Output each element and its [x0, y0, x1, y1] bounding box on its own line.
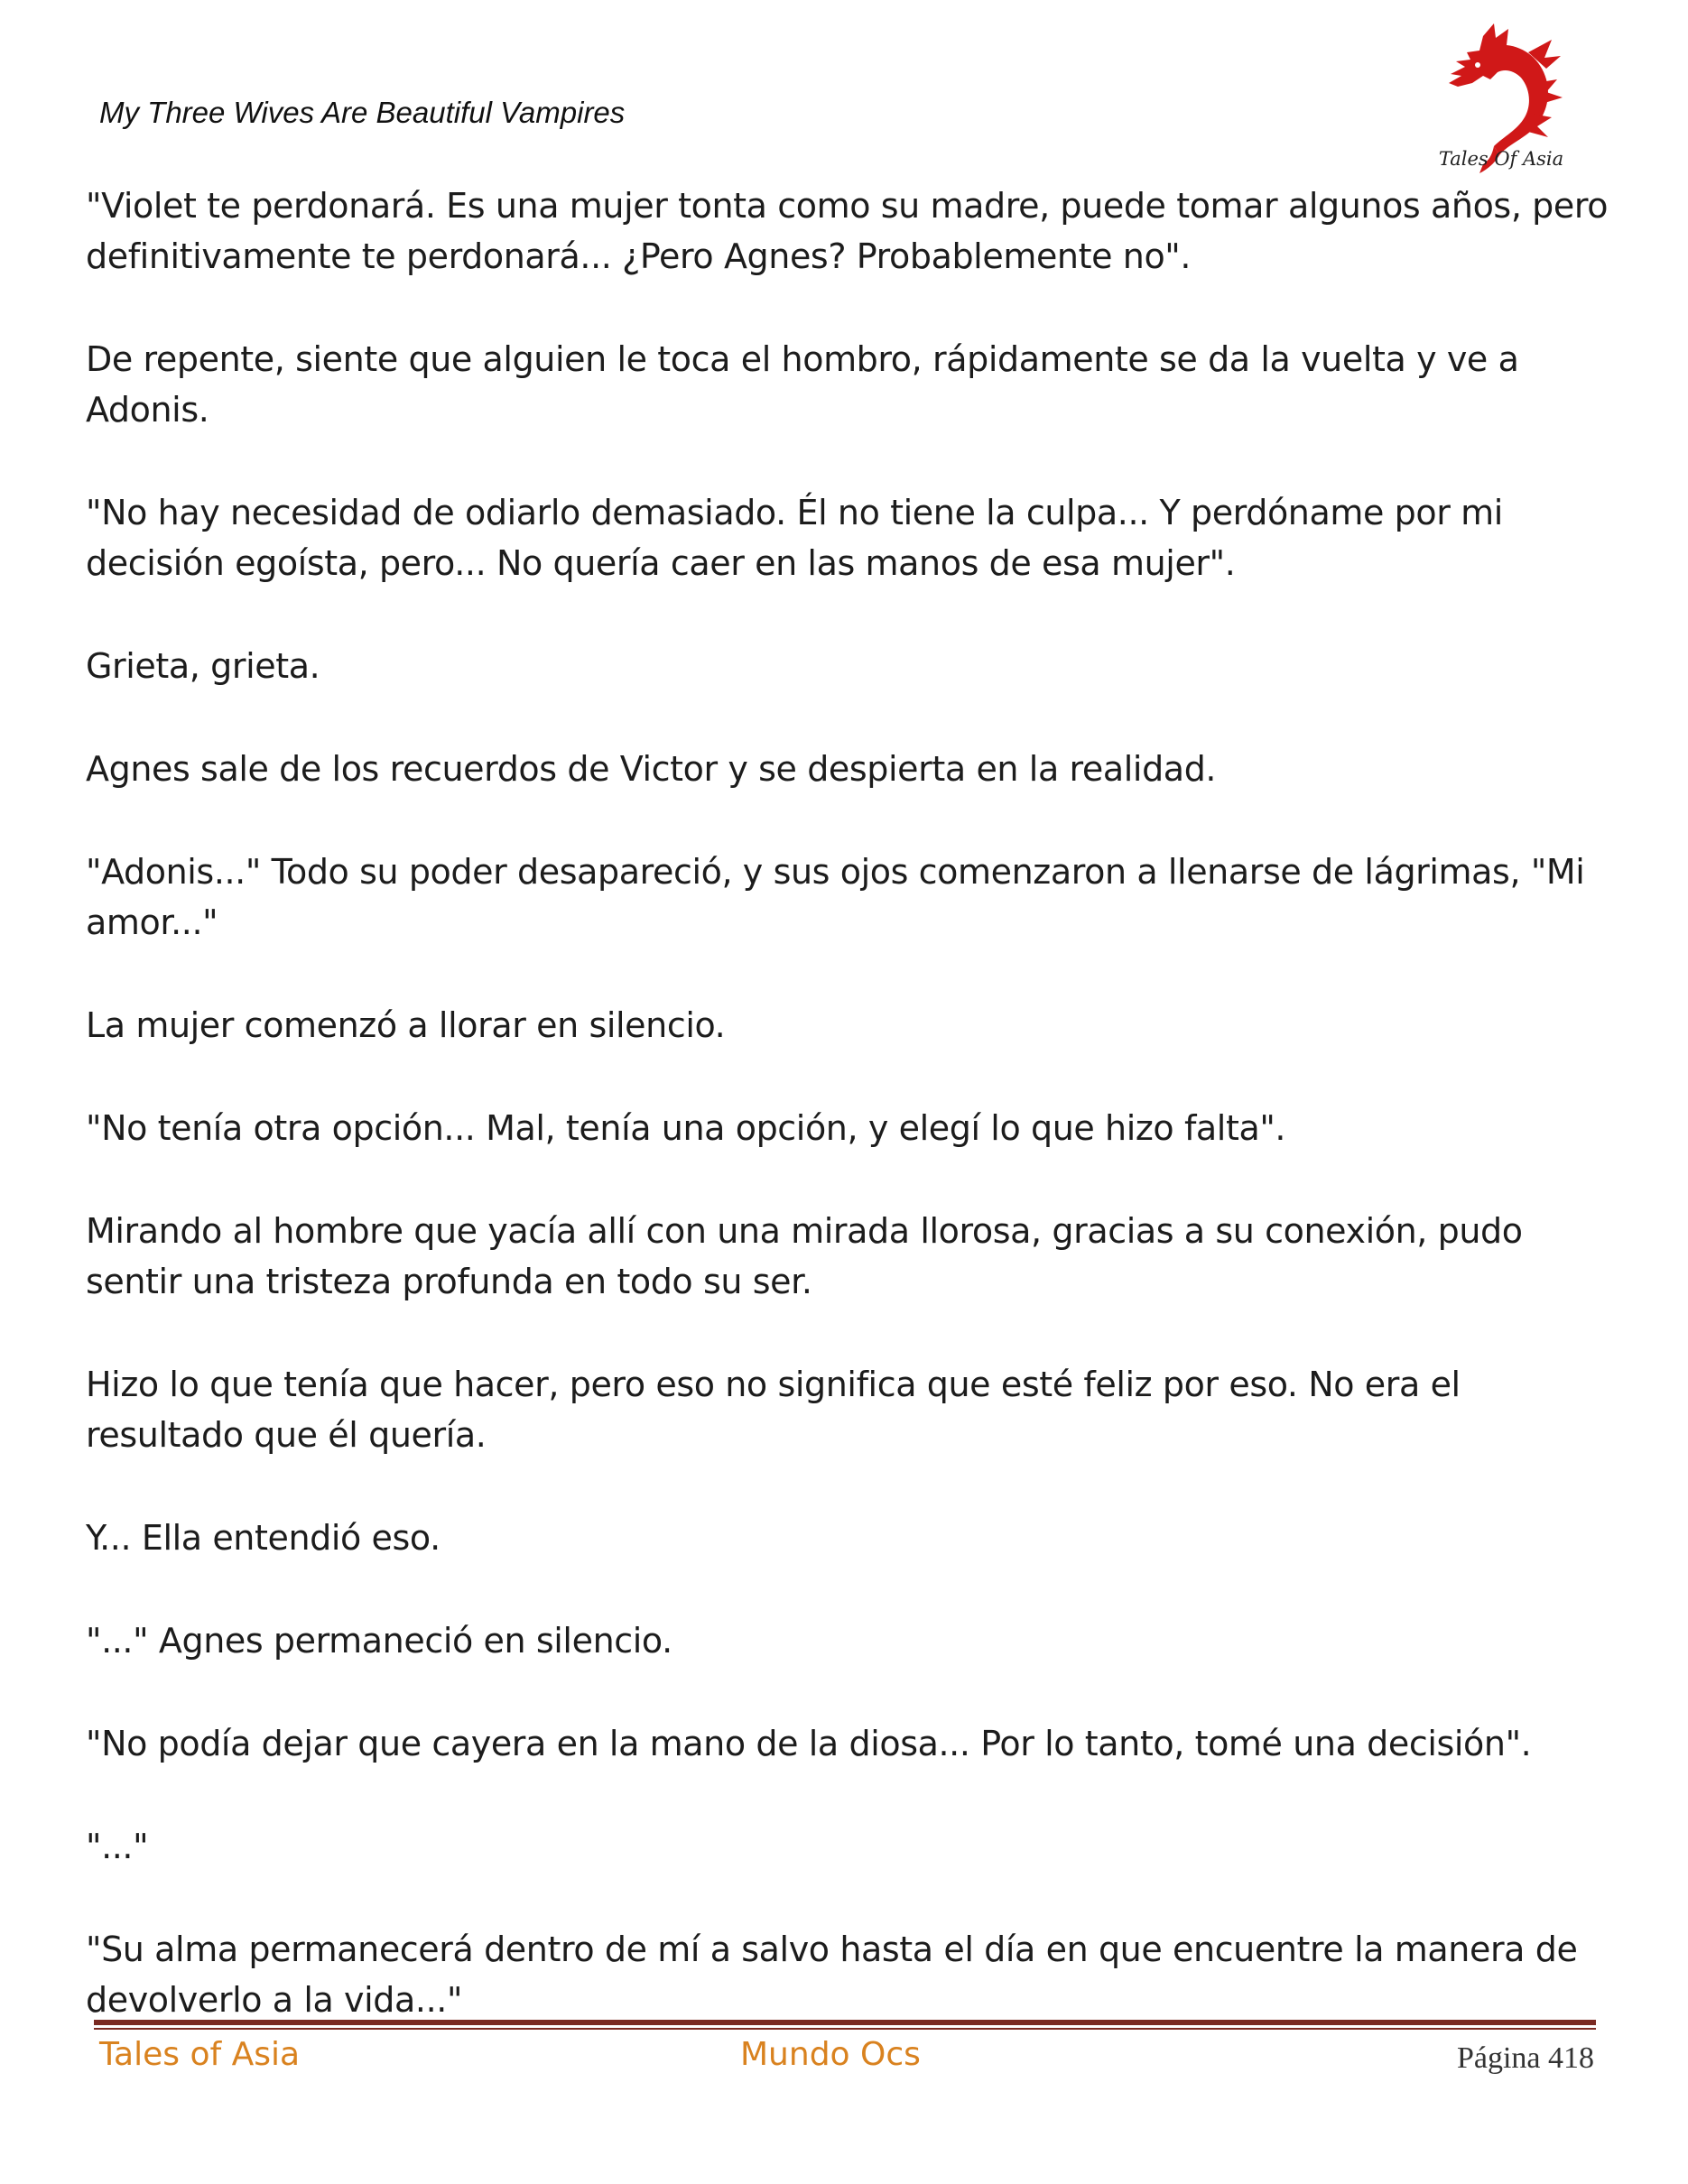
paragraph: "...": [86, 1827, 149, 1866]
logo-caption: Tales Of Asia: [1438, 148, 1564, 170]
paragraph: "Su alma permanecerá dentro de mí a salvo hasta el día en que encuentre la manera de devolverlo a la vida...": [86, 1930, 1578, 2020]
page-number: Página 418: [1456, 2041, 1594, 2075]
paragraph: "No podía dejar que cayera en la mano de la diosa... Por lo tanto, tomé una decisión".: [86, 1724, 1532, 1763]
paragraph: Hizo lo que tenía que hacer, pero eso no significa que esté feliz por eso. No era el resultado que él quería.: [86, 1365, 1461, 1455]
footer-divider: [94, 2020, 1596, 2025]
paragraph: Grieta, grieta.: [86, 646, 320, 686]
paragraph: Agnes sale de los recuerdos de Victor y se despierta en la realidad.: [86, 749, 1217, 789]
paragraph: "No hay necesidad de odiarlo demasiado. Él no tiene la culpa... Y perdóname por mi decisión egoísta, pero... No quería caer en las manos de esa mujer".: [86, 493, 1503, 583]
paragraph: "Violet te perdonará. Es una mujer tonta como su madre, puede tomar algunos años, pero definitivamente te perdonará... ¿Pero Agnes? Probablemente no".: [86, 186, 1609, 276]
book-title: My Three Wives Are Beautiful Vampires: [99, 96, 626, 129]
paragraph: De repente, siente que alguien le toca el hombro, rápidamente se da la vuelta y ve a Adonis.: [86, 339, 1519, 430]
footer-publisher: Tales of Asia: [99, 2036, 301, 2073]
paragraph: Y... Ella entendió eso.: [86, 1518, 441, 1558]
footer-divider-thin: [94, 2028, 1596, 2030]
chapter-body: [86, 180, 1611, 2025]
footer-section: Mundo Ocs: [740, 2036, 921, 2073]
paragraph: "..." Agnes permaneció en silencio.: [86, 1621, 672, 1661]
paragraph: "No tenía otra opción... Mal, tenía una opción, y elegí lo que hizo falta".: [86, 1108, 1286, 1148]
paragraph: Mirando al hombre que yacía allí con una mirada llorosa, gracias a su conexión, pudo sentir una tristeza profunda en todo su ser.: [86, 1211, 1523, 1301]
paragraph: La mujer comenzó a llorar en silencio.: [86, 1005, 726, 1045]
paragraph: "Adonis..." Todo su poder desapareció, y sus ojos comenzaron a llenarse de lágrimas, "Mi amor...": [86, 852, 1585, 942]
